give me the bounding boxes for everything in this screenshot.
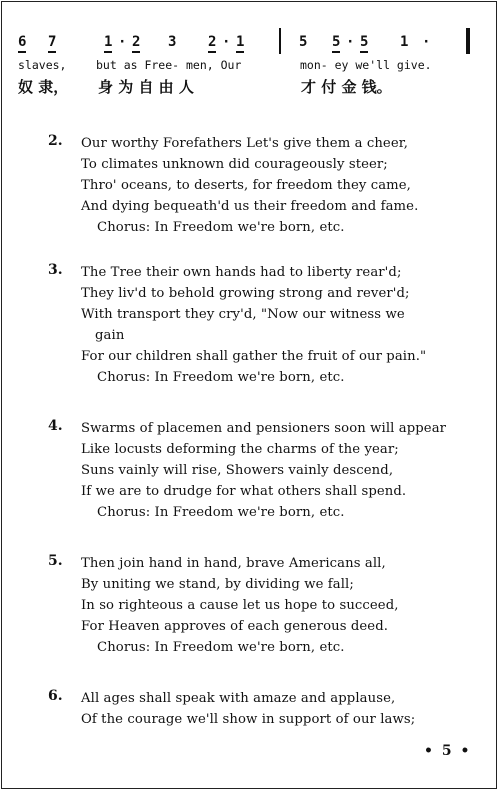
verse-line: For Heaven approves of each generous deed. [81, 619, 389, 634]
verse-line: The Tree their own hands had to liberty rear'd; [81, 265, 402, 280]
chorus-line: Chorus: In Freedom we're born, etc. [97, 640, 345, 655]
verse-number: 4. [48, 418, 63, 434]
chorus-line: Chorus: In Freedom we're born, etc. [97, 505, 345, 520]
final-bar-line [466, 28, 470, 54]
verse-number: 2. [48, 133, 63, 149]
chinese-lyric: 奴 隶， [18, 78, 69, 96]
verse-line: They liv'd to behold growing strong and rever'd; [81, 286, 410, 301]
music-note: 5 [332, 34, 340, 53]
verse-line: To climates unknown did courageously steer; [81, 157, 388, 172]
music-note: · [222, 34, 231, 50]
chorus-line: Chorus: In Freedom we're born, etc. [97, 370, 345, 385]
english-lyric: mon- ey we'll give. [300, 58, 432, 72]
music-note: · [346, 34, 355, 50]
verse-lines [81, 133, 491, 238]
verse-line: For our children shall gather the fruit of our pain." [81, 349, 427, 364]
verse-line: If we are to drudge for what others shall spend. [81, 484, 407, 499]
verse-line: In so righteous a cause let us hope to succeed, [81, 598, 399, 613]
bar-line [279, 28, 281, 54]
page-frame [1, 1, 497, 789]
music-note: 2 [132, 34, 140, 53]
verse-line: Of the courage we'll show in support of our laws; [81, 712, 416, 727]
music-notation [18, 34, 468, 56]
verse-lines [81, 553, 491, 658]
verse-line: With transport they cry'd, "Now our witness we [81, 307, 405, 322]
verse-line: By uniting we stand, by dividing we fall; [81, 577, 354, 592]
english-lyric: but as Free- men, Our [96, 58, 242, 72]
verse-line: Our worthy Forefathers Let's give them a cheer, [81, 136, 408, 151]
music-note: 5 [299, 34, 308, 50]
music-note: 1 [104, 34, 112, 53]
verse-line: Thro' oceans, to deserts, for freedom they came, [81, 178, 411, 193]
verse-lines [81, 688, 491, 730]
chorus-line: Chorus: In Freedom we're born, etc. [97, 220, 345, 235]
verse-number: 5. [48, 553, 63, 569]
verse-line: Suns vainly will rise, Showers vainly descend, [81, 463, 394, 478]
music-note: 7 [48, 34, 56, 53]
verse-number: 6. [48, 688, 63, 704]
verse-line: Swarms of placemen and pensioners soon will appear [81, 421, 447, 436]
music-note: 5 [360, 34, 368, 53]
chinese-lyric: 身 为 自 由 人 [98, 78, 194, 96]
music-note: 3 [168, 34, 177, 50]
music-note: 1 [236, 34, 244, 53]
verse-line: Then join hand in hand, brave Americans all, [81, 556, 386, 571]
music-note: 2 [208, 34, 216, 53]
verse-number: 3. [48, 262, 63, 278]
verse-line: gain [95, 328, 125, 343]
music-note: 6 [18, 34, 26, 53]
music-note: · [422, 34, 431, 50]
english-lyric: slaves, [18, 58, 67, 72]
page-number: • 5 • [424, 743, 472, 759]
verse-lines [81, 418, 491, 523]
music-note: · [118, 34, 127, 50]
verse-lines [81, 262, 491, 388]
chinese-lyric: 才 付 金 钱。 [301, 78, 392, 96]
verse-line: And dying bequeath'd us their freedom and fame. [81, 199, 419, 214]
verse-line: Like locusts deforming the charms of the year; [81, 442, 399, 457]
verse-line: All ages shall speak with amaze and applause, [81, 691, 396, 706]
music-note: 1 [400, 34, 409, 50]
